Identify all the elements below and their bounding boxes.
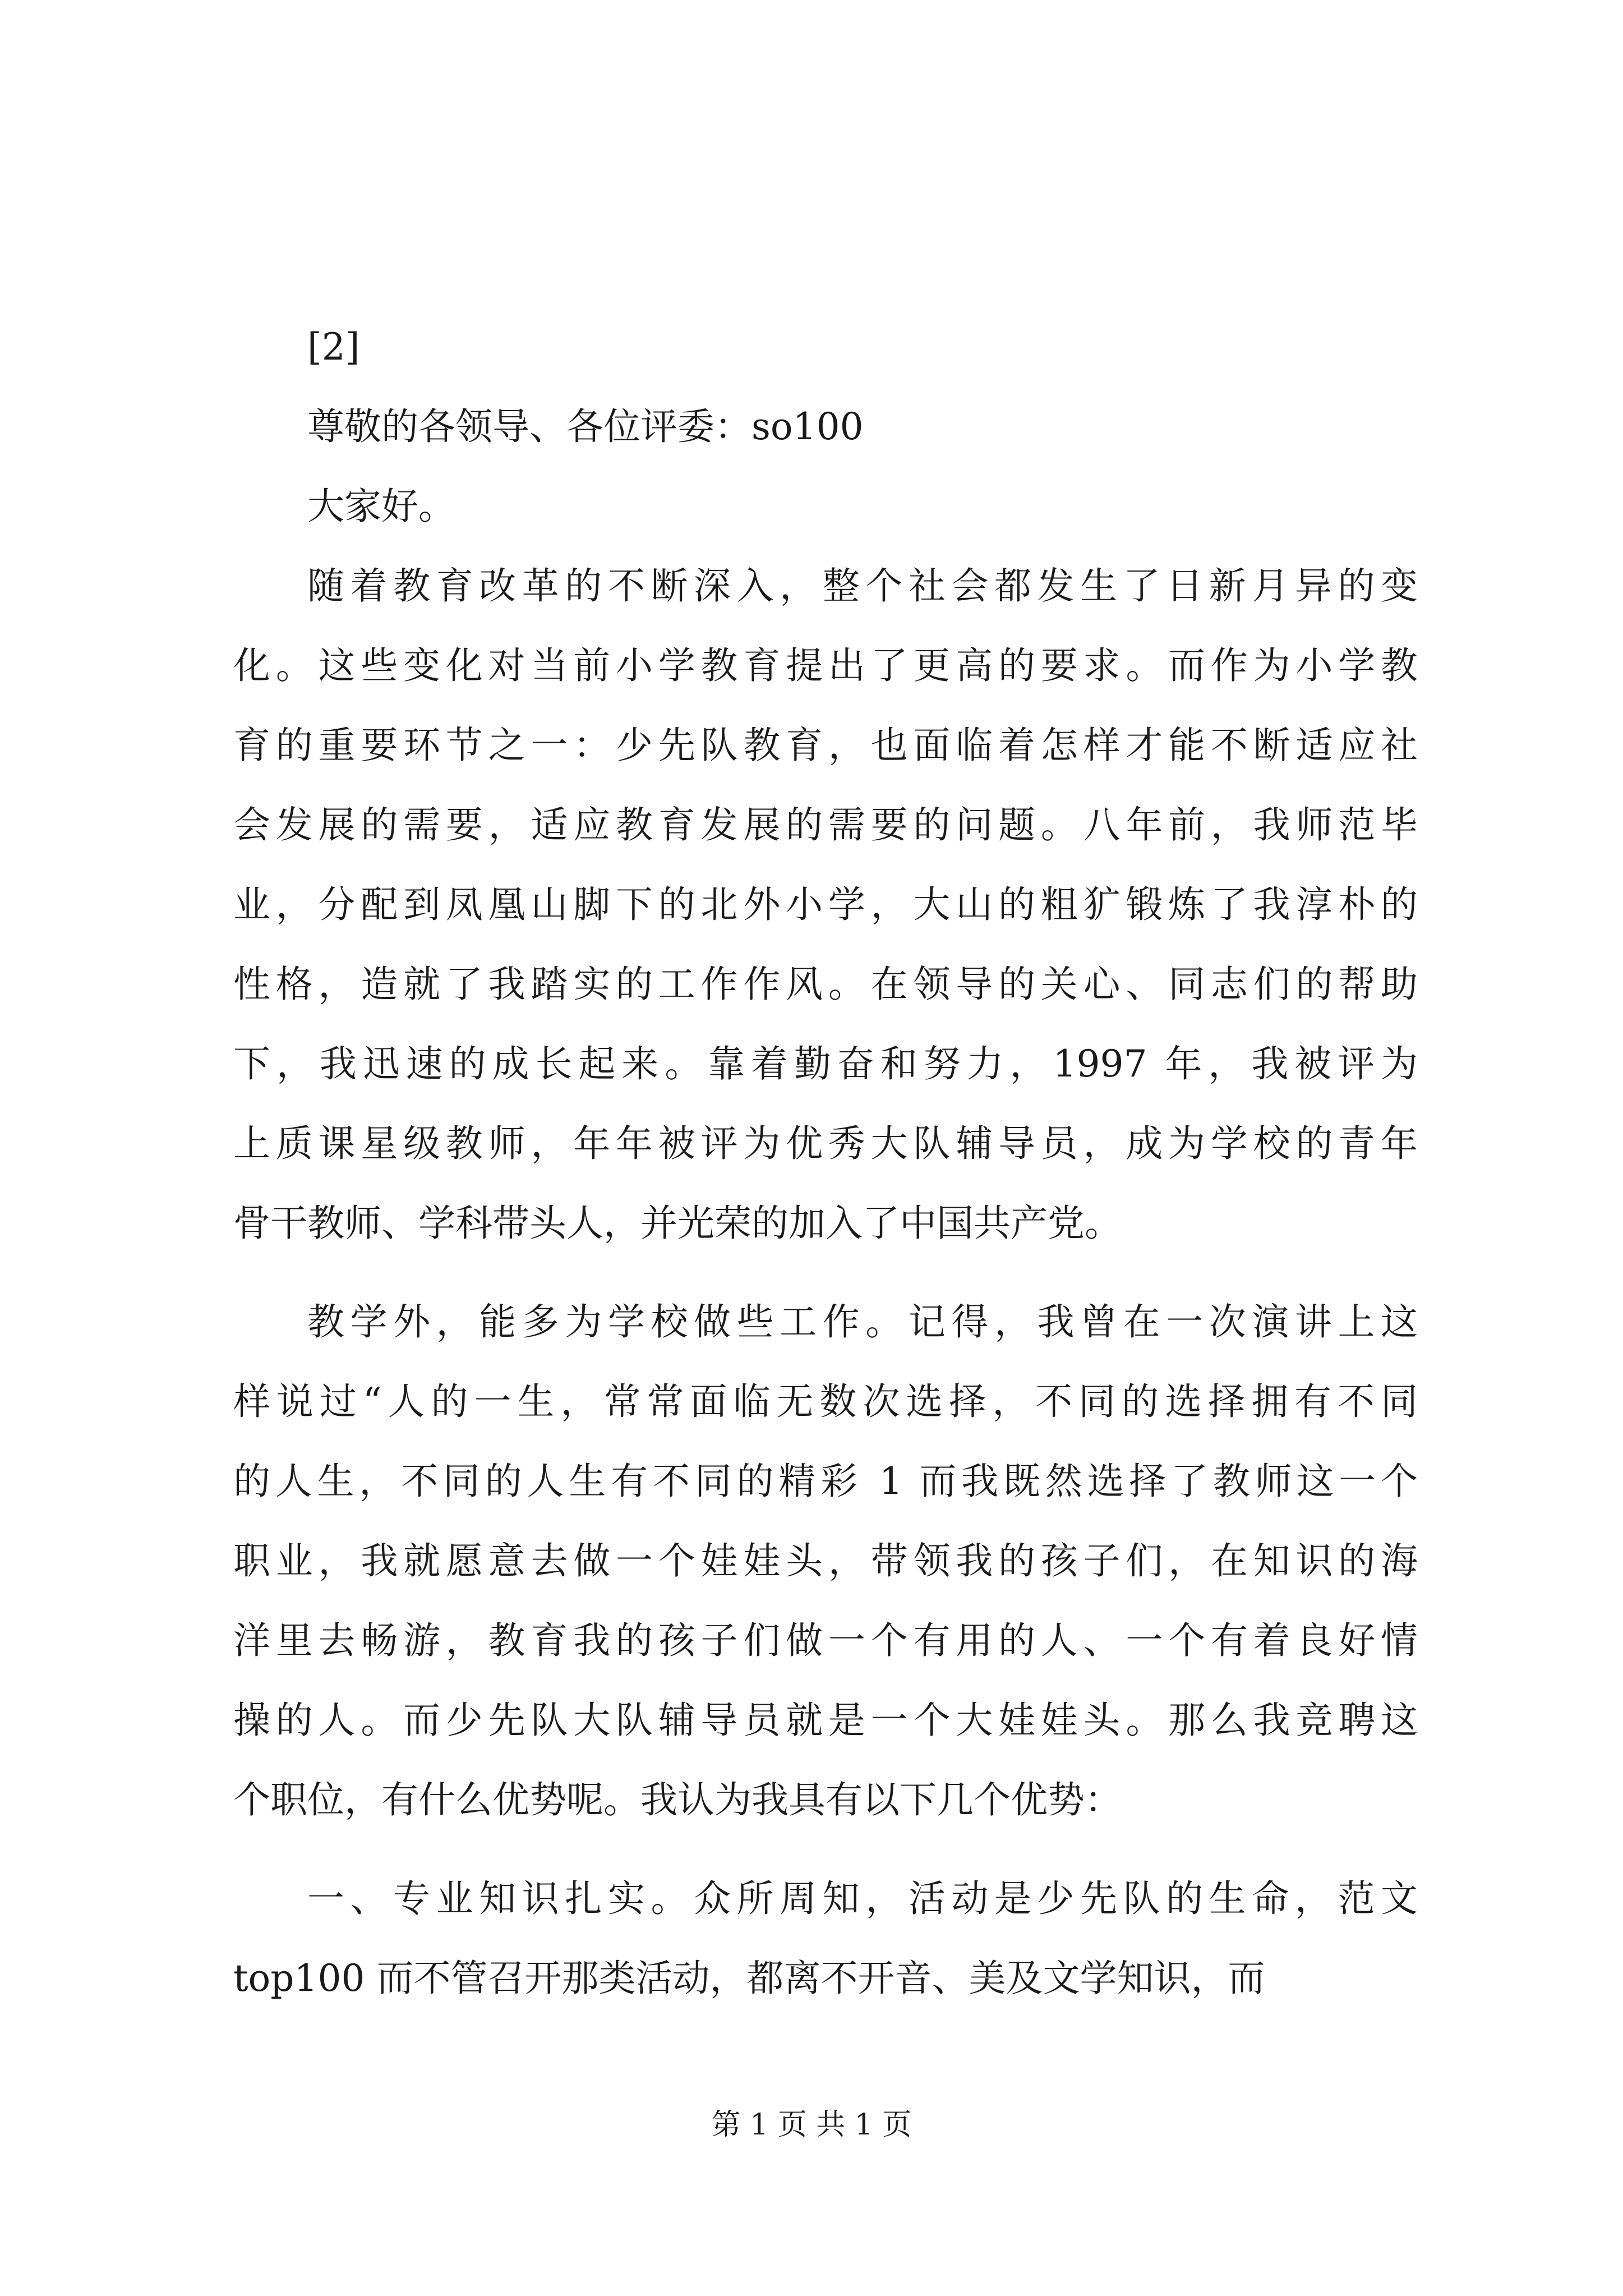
- paragraph: [233, 1282, 1418, 1840]
- text-line: 的人生，不同的人生有不同的精彩 1 而我既然选择了教师这一个: [233, 1460, 1418, 1503]
- paragraph: [233, 546, 1418, 1263]
- text-line: 化。这些变化对当前小学教育提出了更高的要求。而作为小学教: [233, 644, 1418, 687]
- paragraph-gap: [307, 1840, 1418, 1859]
- paragraph: [307, 307, 1418, 387]
- text-line: 职业，我就愿意去做一个娃娃头，带领我的孩子们，在知识的海: [233, 1539, 1418, 1582]
- document-body: [233, 307, 1418, 2018]
- paragraph-gap: [307, 1263, 1418, 1282]
- text-line: 洋里去畅游，教育我的孩子们做一个有用的人、一个有着良好情: [233, 1619, 1418, 1662]
- text-line: 骨干教师、学科带头人，并光荣的加入了中国共产党。: [233, 1202, 1122, 1245]
- text-line: 下，我迅速的成长起来。靠着勤奋和努力，1997 年，我被评为: [233, 1042, 1418, 1085]
- text-line: 性格，造就了我踏实的工作作风。在领导的关心、同志们的帮助: [233, 963, 1418, 1006]
- text-line: 个职位，有什么优势呢。我认为我具有以下几个优势：: [233, 1778, 1122, 1821]
- text-line: 随着教育改革的不断深入，整个社会都发生了日新月异的变: [307, 564, 1418, 608]
- paragraph: [233, 1859, 1418, 2018]
- text-line: 教学外，能多为学校做些工作。记得，我曾在一次演讲上这: [307, 1300, 1418, 1343]
- text-line: 操的人。而少先队大队辅导员就是一个大娃娃头。那么我竞聘这: [233, 1699, 1418, 1742]
- page-footer: 第 1 页 共 1 页: [711, 2108, 912, 2142]
- paragraph: [307, 467, 1418, 546]
- text-line: 业，分配到凤凰山脚下的北外小学，大山的粗犷锻炼了我淳朴的: [233, 883, 1418, 926]
- text-line: 会发展的需要，适应教育发展的需要的问题。八年前，我师范毕: [233, 803, 1418, 846]
- text-line: 一、专业知识扎实。众所周知，活动是少先队的生命，范文: [307, 1877, 1418, 1920]
- text-line: [2]: [307, 325, 360, 369]
- text-line: 尊敬的各领导、各位评委：so100: [307, 405, 864, 448]
- text-line: 大家好。: [307, 485, 455, 528]
- text-line: 育的重要环节之一：少先队教育，也面临着怎样才能不断适应社: [233, 724, 1418, 767]
- text-line: 上质课星级教师，年年被评为优秀大队辅导员，成为学校的青年: [233, 1122, 1418, 1165]
- text-line: top100 而不管召开那类活动，都离不开音、美及文学知识，而: [233, 1957, 1265, 2000]
- text-line: 样说过“人的一生，常常面临无数次选择，不同的选择拥有不同: [233, 1380, 1418, 1423]
- paragraph: [307, 387, 1418, 467]
